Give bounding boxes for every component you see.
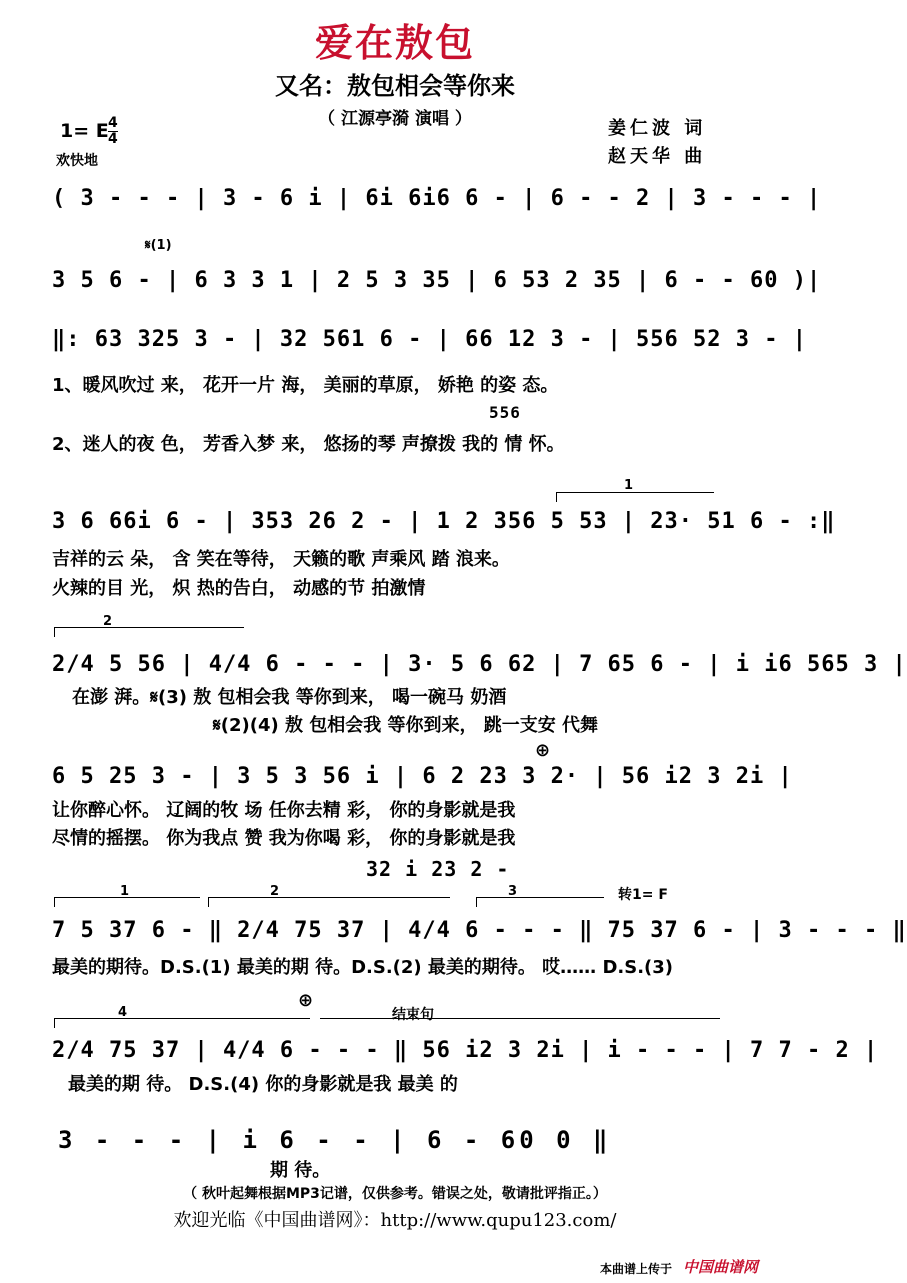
chorus-notes-2: 6 5 25 3 - | 3 5 3 56 i | 6 2 23 3 2· | 56 i2 3 2i |	[52, 764, 793, 789]
chorus-lyric-3: 让你醉心怀。 辽阔的牧 场 任你去精 彩， 你的身影就是我	[52, 800, 516, 821]
chorus-lyric-2: 𝄋(2)(4) 敖 包相会我 等你到来， 跳一支安 代舞	[213, 715, 599, 736]
ending-lyric-3: 期 待。	[270, 1160, 331, 1181]
volta-number: 1	[624, 478, 634, 493]
volta-number: 2	[270, 884, 280, 899]
volta-bracket-line	[476, 897, 604, 898]
verse-lyric-4: 火辣的目 光， 炽 热的告白， 动感的节 拍激情	[52, 578, 426, 599]
ending-notes-1: 7 5 37 6 - ‖ 2/4 75 37 | 4/4 6 - - - ‖ 75 37 6 - | 3 - - - ‖	[52, 918, 907, 943]
volta-bracket-line	[54, 627, 244, 628]
volta-bracket-start	[208, 897, 209, 907]
song-title: 爱在敖包	[314, 21, 475, 65]
ending-lyric-2: 最美的期 待。 D.S.(4) 你的身影就是我 最美 的	[68, 1074, 458, 1095]
volta-bracket-start	[54, 897, 55, 907]
ossia-notes-1: 556	[489, 403, 521, 422]
verse-notes-2: 3 6 66i 6 - | 353 26 2 - | 1 2 356 5 53 | 23· 51 6 - :‖	[52, 509, 836, 534]
verse-lyric-3: 吉祥的云 朵， 含 笑在等待， 天籁的歌 声乘风 踏 浪来。	[52, 549, 510, 570]
ending-label: 结束句	[392, 1007, 434, 1023]
performer: （ 江源亭漪 演唱 ）	[318, 109, 472, 129]
volta-number: 2	[103, 614, 113, 629]
volta-bracket-line	[208, 897, 450, 898]
chorus-notes-1: 2/4 5 56 | 4/4 6 - - - | 3· 5 6 62 | 7 65 6 - | i i6 565 3 |	[52, 652, 907, 677]
time-signature: 4 4	[108, 115, 118, 147]
volta-bracket-start	[54, 627, 55, 637]
verse-lyric-1: 1、暖风吹过 来， 花开一片 海， 美丽的草原， 娇艳 的姿 态。	[52, 375, 559, 396]
chorus-lyric-1: 在澎 湃。𝄋(3) 敖 包相会我 等你到来， 喝一碗马 奶酒	[72, 687, 507, 708]
ending-bracket-line	[320, 1018, 720, 1019]
composer-credit: 赵天华 曲	[608, 146, 707, 167]
volta-bracket-start	[476, 897, 477, 907]
ending-notes-3: 3 - - - | i 6 - - | 6 - 60 0 ‖	[58, 1126, 612, 1154]
coda-sign: ⊕	[535, 740, 551, 761]
site-logo: 中国曲谱网	[683, 1258, 759, 1276]
verse-lyric-2: 2、迷人的夜 色， 芳香入梦 来， 悠扬的琴 声撩拨 我的 情 怀。	[52, 434, 565, 455]
lyricist-credit: 姜仁波 词	[608, 118, 707, 139]
volta-number: 1	[120, 884, 130, 899]
intro-line-1: ( 3 - - - | 3 - 6 i | 6i 6i6 6 - | 6 - - 2 | 3 - - - |	[52, 186, 822, 211]
volta-bracket-start	[556, 492, 557, 502]
upload-note: 本曲谱上传于	[600, 1262, 673, 1276]
coda-sign: ⊕	[298, 990, 314, 1011]
site-welcome: 欢迎光临《中国曲谱网》：http://www.qupu123.com/	[173, 1210, 617, 1231]
key-signature: 1= E	[60, 120, 109, 142]
segno-sign-1: 𝄋(1)	[145, 238, 172, 253]
volta-bracket-line	[54, 1018, 310, 1019]
ending-notes-2: 2/4 75 37 | 4/4 6 - - - ‖ 56 i2 3 2i | i - - - | 7 7 - 2 |	[52, 1038, 879, 1063]
tempo-marking: 欢快地	[56, 153, 98, 169]
alternate-title: 又名：敖包相会等你来	[275, 72, 515, 100]
ossia-notes-2: 32 i 23 2 -	[366, 857, 510, 881]
transcription-note: （ 秋叶起舞根据MP3记谱，仅供参考。错误之处，敬请批评指正。）	[183, 1186, 607, 1202]
volta-bracket-start	[54, 1018, 55, 1028]
key-change: 转1= F	[618, 887, 668, 903]
verse-notes-1: ‖: 63 325 3 - | 32 561 6 - | 66 12 3 - | 556 52 3 - |	[52, 327, 807, 352]
chorus-lyric-4: 尽情的摇摆。 你为我点 赞 我为你喝 彩， 你的身影就是我	[52, 828, 516, 849]
volta-bracket-line	[556, 492, 714, 493]
volta-number: 4	[118, 1005, 128, 1020]
ending-lyric-1: 最美的期待。D.S.(1) 最美的期 待。D.S.(2) 最美的期待。 哎…… D.S.(3)	[52, 957, 674, 978]
intro-line-2: 3 5 6 - | 6 3 3 1 | 2 5 3 35 | 6 53 2 35 | 6 - - 60 )|	[52, 268, 822, 293]
volta-number: 3	[508, 884, 518, 899]
